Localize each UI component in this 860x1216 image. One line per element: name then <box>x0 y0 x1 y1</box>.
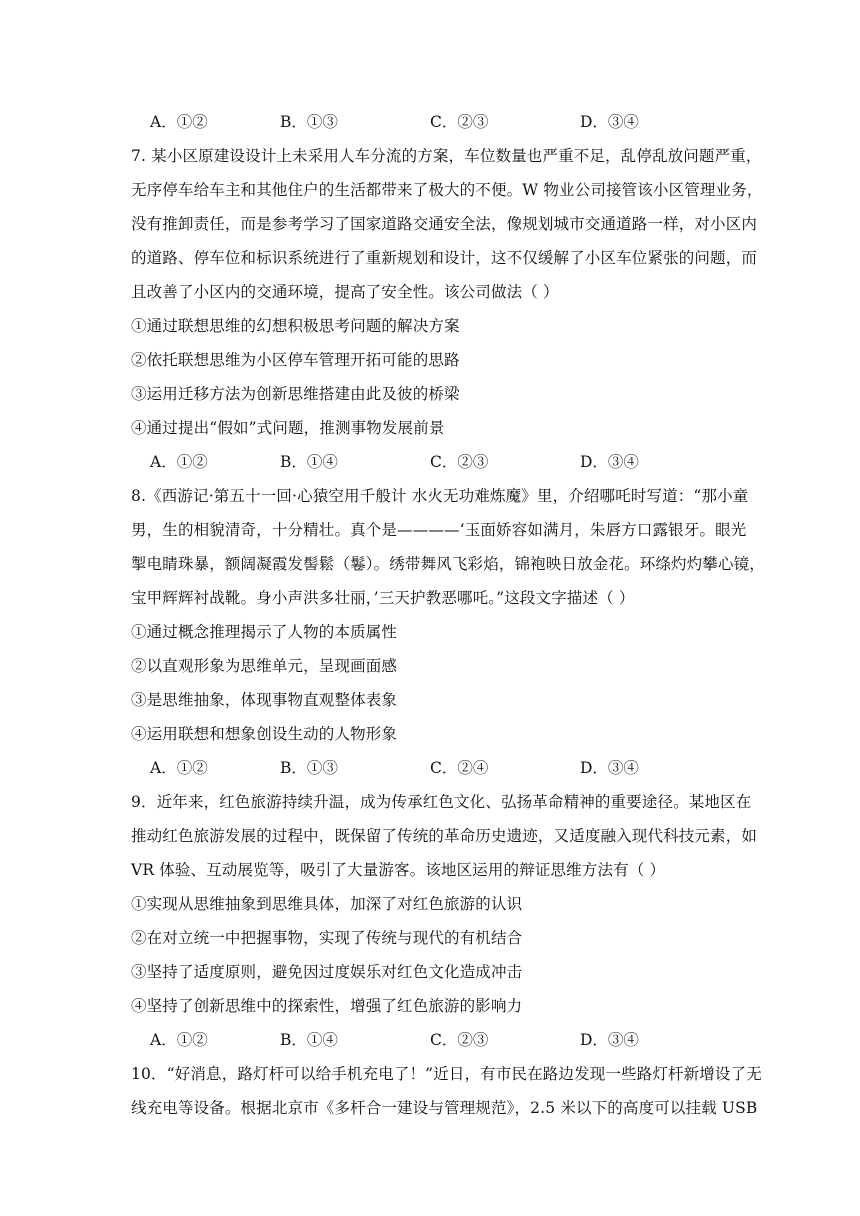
q7-stem-line: 且改善了小区内的交通环境，提高了安全性。该公司做法（ ） <box>131 283 559 301</box>
option-d: D．③④ <box>580 759 639 777</box>
option-a: A．①② <box>150 113 208 131</box>
q9-item: ④坚持了创新思维中的探索性，增强了红色旅游的影响力 <box>131 997 523 1015</box>
q8-stem-line: 掣电睛珠暴，额阔凝霞发髻鬆（鬈）。绣带舞风飞彩焰，锦袍映日放金花。环绦灼灼攀心镜， <box>131 555 765 573</box>
q9-stem-line: 9．近年来，红色旅游持续升温，成为传承红色文化、弘扬革命精神的重要途径。某地区在 <box>131 793 752 811</box>
q9-item: ③坚持了适度原则，避免因过度娱乐对红色文化造成冲击 <box>131 963 523 981</box>
q7-stem-line: 无序停车给车主和其他住户的生活都带来了极大的不便。W 物业公司接管该小区管理业务， <box>131 181 763 199</box>
q10-stem-line: 线充电等设备。根据北京市《多杆合一建设与管理规范》，2.5 米以下的高度可以挂载 USB <box>131 1099 758 1117</box>
q7-item: ①通过联想思维的幻想积极思考问题的解决方案 <box>131 317 460 335</box>
option-c: C．②④ <box>430 759 489 777</box>
q8-stem-line: 8.《西游记·第五十一回·心猿空用千般计 水火无功难炼魔》里，介绍哪吒时写道：“那小童 <box>131 487 749 505</box>
option-d: D．③④ <box>580 113 639 131</box>
option-d: D．③④ <box>580 453 639 471</box>
q7-options-row <box>150 452 690 472</box>
q8-item: ③是思维抽象，体现事物直观整体表象 <box>131 691 398 709</box>
q8-item: ①通过概念推理揭示了人物的本质属性 <box>131 623 398 641</box>
option-a: A．①② <box>150 453 208 471</box>
q8-item: ②以直观形象为思维单元，呈现画面感 <box>131 657 398 675</box>
q10-stem-line: 10．“好消息，路灯杆可以给手机充电了！”近日，有市民在路边发现一些路灯杆新增设了无 <box>131 1065 762 1083</box>
q8-item: ④运用联想和想象创设生动的人物形象 <box>131 725 398 743</box>
option-b: B．①③ <box>280 759 338 777</box>
q7-stem-line: 7. 某小区原建设设计上未采用人车分流的方案，车位数量也严重不足，乱停乱放问题严重， <box>131 147 762 165</box>
option-c: C．②③ <box>430 113 489 131</box>
q9-options-row <box>150 1030 690 1050</box>
q9-stem-line: 推动红色旅游发展的过程中，既保留了传统的革命历史遗迹，又适度融入现代科技元素，如 <box>131 827 758 845</box>
q7-item: ②依托联想思维为小区停车管理开拓可能的思路 <box>131 351 460 369</box>
q7-item: ④通过提出“假如”式问题，推测事物发展前景 <box>131 419 445 437</box>
q7-stem-line: 没有推卸责任，而是参考学习了国家道路交通安全法，像规划城市交通道路一样，对小区内 <box>131 215 758 233</box>
q9-stem-line: VR 体验、互动展览等，吸引了大量游客。该地区运用的辩证思维方法有（ ） <box>131 861 666 879</box>
option-b: B．①④ <box>280 1031 338 1049</box>
q7-item: ③运用迁移方法为创新思维搭建由此及彼的桥梁 <box>131 385 460 403</box>
option-c: C．②③ <box>430 1031 489 1049</box>
option-a: A．①② <box>150 1031 208 1049</box>
options-row <box>150 112 690 132</box>
q7-stem-line: 的道路、停车位和标识系统进行了重新规划和设计，这不仅缓解了小区车位紧张的问题，而 <box>131 249 758 267</box>
option-d: D．③④ <box>580 1031 639 1049</box>
q8-stem-line: 宝甲辉辉衬战靴。身小声洪多壮丽，’三天护教恶哪吒。”这段文字描述（ ） <box>131 589 635 607</box>
q9-item: ①实现从思维抽象到思维具体，加深了对红色旅游的认识 <box>131 895 523 913</box>
option-b: B．①④ <box>280 453 338 471</box>
option-a: A．①② <box>150 759 208 777</box>
q8-options-row <box>150 758 690 778</box>
q9-item: ②在对立统一中把握事物，实现了传统与现代的有机结合 <box>131 929 523 947</box>
q8-stem-line: 男，生的相貌清奇，十分精壮。真个是————‘玉面娇容如满月，朱唇方口露银牙。眼光 <box>131 521 747 539</box>
option-b: B．①③ <box>280 113 338 131</box>
option-c: C．②③ <box>430 453 489 471</box>
